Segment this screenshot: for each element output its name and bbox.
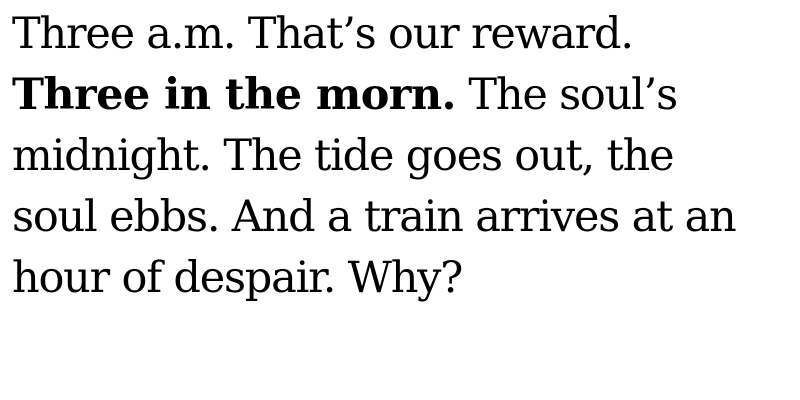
passage-line-1: Three a.m. That’s our reward. [12, 9, 633, 59]
passage-line-3: midnight. The tide goes out, the [12, 131, 674, 181]
line-2-continuation: The soul’s [455, 70, 678, 120]
passage-line-2 [12, 65, 782, 126]
passage-line-5: hour of despair. Why? [12, 253, 463, 303]
passage-text [12, 4, 782, 309]
passage-line-4: soul ebbs. And a train arrives at an [12, 192, 736, 242]
bold-phrase: Three in the morn. [12, 70, 456, 120]
